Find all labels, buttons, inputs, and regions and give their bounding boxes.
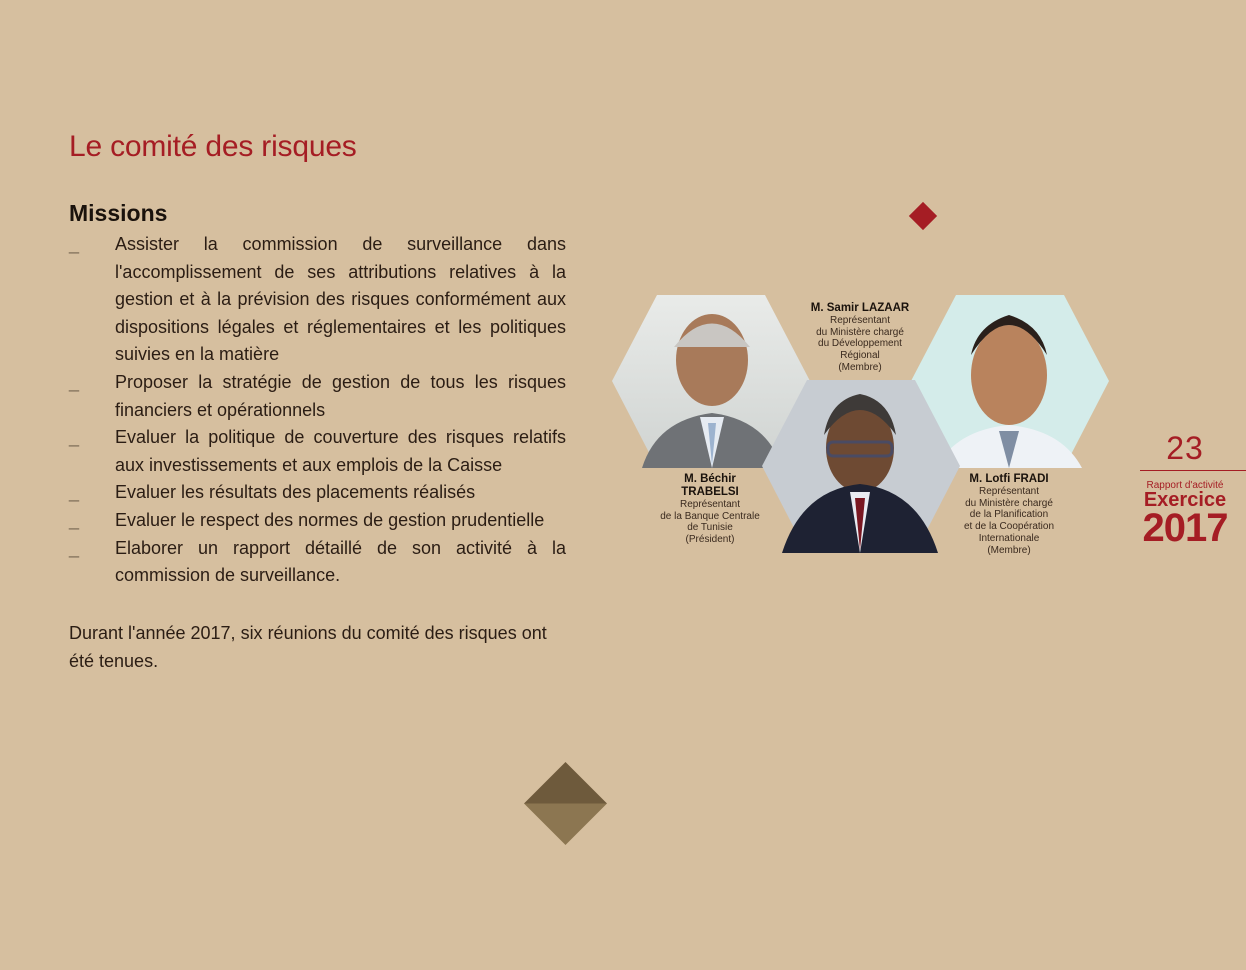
closing-paragraph: Durant l'année 2017, six réunions du comité des risques ont été tenues. — [69, 623, 547, 671]
list-item — [69, 535, 566, 590]
member-role: Internationale — [978, 532, 1040, 544]
member-role: de Tunisie — [687, 522, 733, 534]
member-role: du Ministère chargé — [965, 497, 1053, 509]
member-role: du Ministère chargé — [816, 326, 904, 338]
member-role: Représentant — [679, 499, 741, 510]
member-role: du Développement — [818, 338, 902, 350]
list-item-text: Assister la commission de surveillance dans l'accomplissement de ses attributions relatives à la gestion et à la prévision des risques conformément aux dispositions légales et réglementaires et les politiques suivies en la matière — [115, 234, 566, 365]
member-role: (Membre) — [838, 361, 882, 373]
list-item-text: Evaluer les résultats des placements réalisés — [115, 482, 476, 503]
page-title: Le comité des risques — [69, 130, 357, 163]
dash-bullet: _ — [69, 537, 80, 558]
member-name: M. Béchir — [684, 473, 736, 485]
member-caption-trabelsi — [655, 473, 765, 546]
list-item — [69, 507, 566, 535]
member-name: TRABELSI — [681, 486, 739, 498]
dash-bullet: _ — [69, 482, 80, 503]
member-role: de la Banque Centrale — [660, 510, 760, 522]
list-item — [69, 231, 566, 369]
photo-samir-lazaar — [762, 380, 960, 553]
member-name: M. Samir LAZAAR — [810, 302, 910, 314]
list-item-text: Elaborer un rapport détaillé de son activité à la commission de surveillance. — [115, 537, 566, 586]
missions-heading: Missions — [69, 200, 168, 226]
dash-bullet: _ — [69, 371, 80, 392]
page-divider — [1140, 470, 1246, 471]
member-role: Régional — [840, 350, 880, 362]
dash-bullet: _ — [69, 509, 80, 530]
brown-diamond-icon — [524, 762, 607, 845]
missions-list — [69, 231, 566, 590]
member-caption-lazaar — [800, 302, 920, 374]
member-name: M. Lotfi FRADI — [969, 473, 1049, 485]
member-role: de la Planification — [969, 509, 1049, 521]
dash-bullet: _ — [69, 234, 80, 254]
list-item — [69, 369, 566, 424]
page-number: 23 — [1166, 430, 1204, 466]
list-item — [69, 479, 566, 507]
page-number-box — [1140, 430, 1230, 466]
red-diamond-icon — [909, 202, 937, 230]
member-role: Représentant — [978, 486, 1040, 497]
member-role: et de la Coopération — [963, 521, 1055, 533]
list-item — [69, 424, 566, 479]
member-role: Représentant — [829, 315, 891, 326]
list-item-text: Evaluer la politique de couverture des risques relatifs aux investissements et aux emplois de la Caisse — [115, 427, 566, 475]
list-item-text: Proposer la stratégie de gestion de tous les risques financiers et opérationnels — [115, 371, 566, 420]
member-caption-fradi — [954, 473, 1064, 556]
exercice-label: Exercice — [1143, 489, 1227, 511]
list-item-text: Evaluer le respect des normes de gestion prudentielle — [115, 509, 545, 530]
member-role: (Président) — [685, 534, 735, 546]
member-role: (Membre) — [987, 544, 1031, 556]
dash-bullet: _ — [69, 427, 80, 448]
year-label: 2017 — [1142, 506, 1228, 550]
report-label: Rapport d'activité — [1146, 480, 1224, 491]
